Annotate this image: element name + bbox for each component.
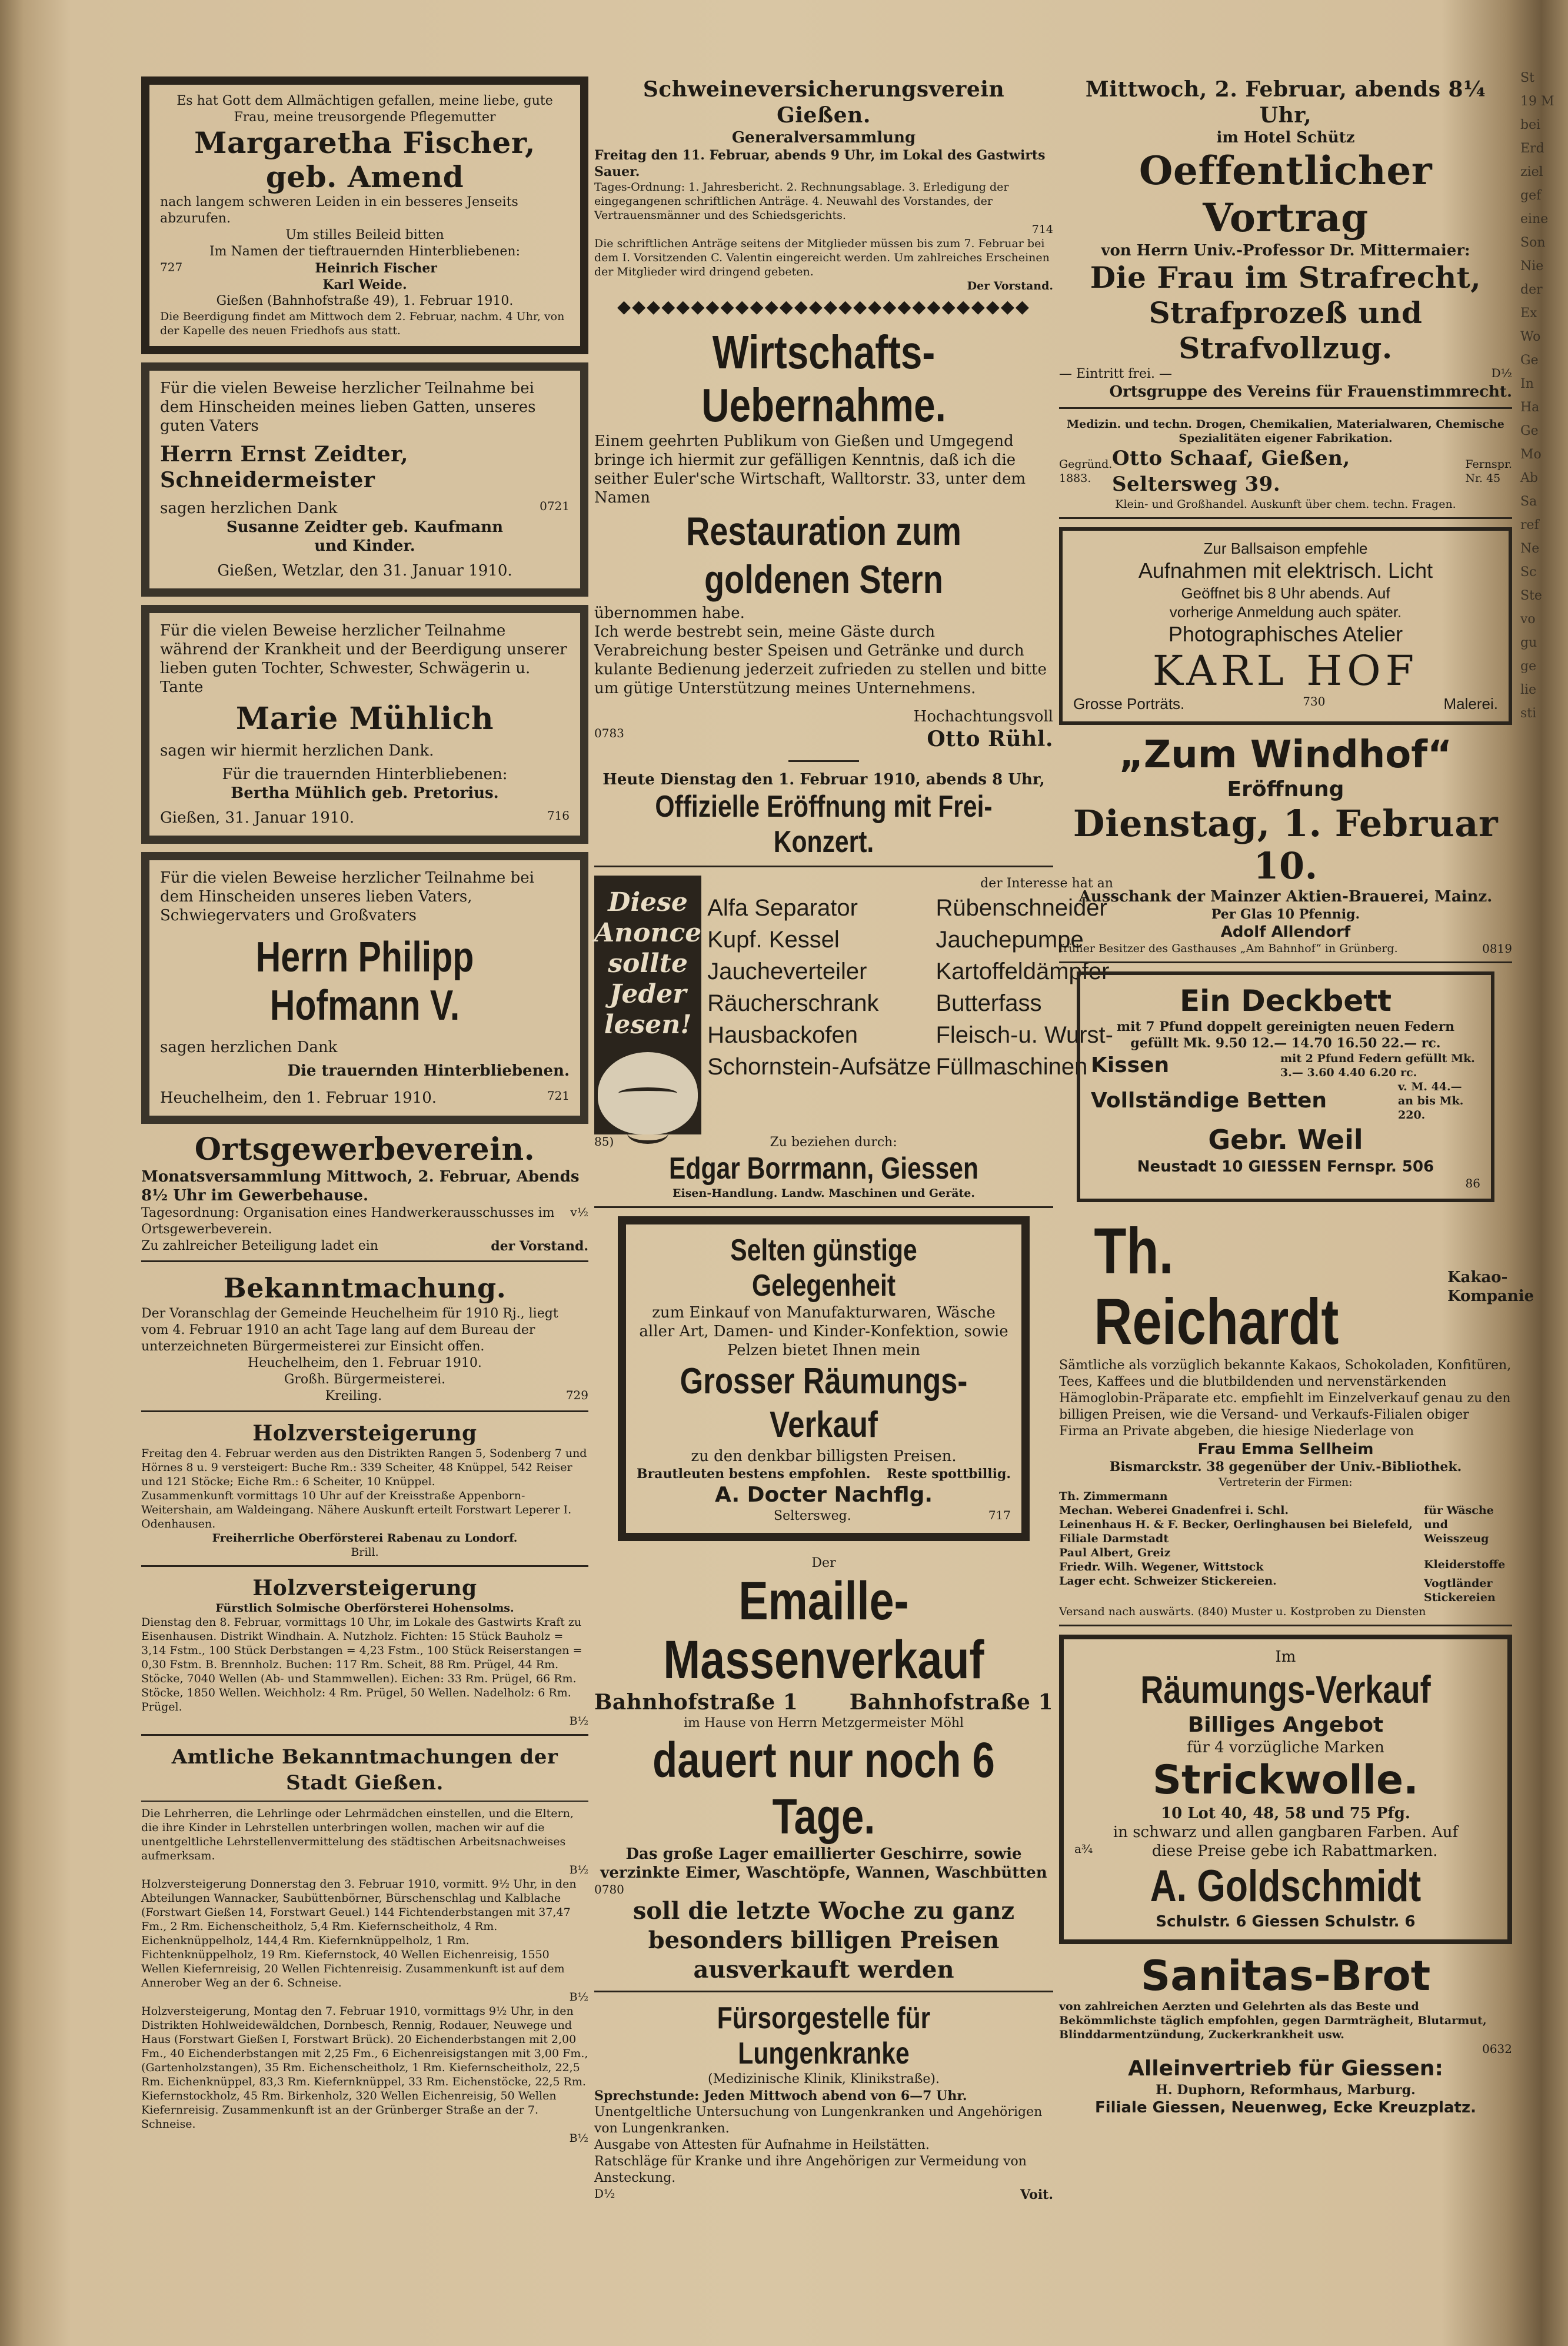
- ad-code: B½: [569, 2132, 588, 2145]
- anonce-item: Jauchepumpe: [936, 927, 1084, 953]
- strip-fragment: eine: [1520, 212, 1549, 227]
- ad-der: Der: [811, 1556, 836, 1570]
- vortrag-ad: [1059, 76, 1512, 409]
- ad-line: Monatsversammlung Mittwoch, 2. Februar, Abends 8½ Uhr im Gewerbehause.: [141, 1168, 580, 1204]
- ad-branch: Filiale Giessen, Neuenweg, Ecke Kreuzplatz.: [1095, 2099, 1476, 2117]
- emaille-massenverkauf-ad: [594, 1555, 1053, 1992]
- ad-extra: Reste spottbillig.: [886, 1466, 1011, 1482]
- ad-signer: Voit.: [1020, 2187, 1053, 2202]
- ad-title: Ein Deckbett: [1179, 984, 1392, 1018]
- strip-fragment: Mo: [1520, 447, 1542, 462]
- ortsgewerbeverein-ad: [141, 1132, 588, 1262]
- anonce-item: Kupf. Kessel: [707, 927, 840, 953]
- ad-kissen-text: mit 2 Pfund Federn gefüllt Mk. 3.— 3.60 4.40 6.20 rc.: [1280, 1052, 1475, 1079]
- ad-text: mit 7 Pfund doppelt gereinigten neuen Federn gefüllt Mk. 9.50 12.— 14.70 16.50 22.— rc.: [1116, 1019, 1455, 1051]
- ad-name: Otto Schaaf, Gießen, Seltersweg 39.: [1112, 447, 1350, 496]
- ad-paragraph: Die Lehrherren, die Lehrlinge oder Lehrmädchen einstellen, und die Eltern, die ihre Kinder in Lehrstellen unterbringen wollen, machen wir auf die unentgeltliche Lehrstellenvermittelung des städtischen Arbeitsnachweises aufmerksam.: [141, 1807, 574, 1862]
- notice-signer: Die trauernden Hinterbliebenen.: [287, 1062, 570, 1080]
- notice-code: 727: [160, 260, 183, 274]
- ad-topic: Die Frau im Strafrecht, Strafprozeß und Strafvollzug.: [1090, 260, 1482, 365]
- ad-signer: Der Vorstand.: [967, 279, 1053, 292]
- column-left: [141, 76, 588, 2154]
- ad-reps: Vertreterin der Firmen:: [1219, 1476, 1353, 1489]
- strip-fragment: In: [1520, 377, 1534, 391]
- notice-place-date: Gießen, Wetzlar, den 31. Januar 1910.: [217, 562, 512, 580]
- docter-sale-ad: [618, 1216, 1030, 1541]
- restaurant-name-text: Restauration zum goldenen Stern: [686, 509, 961, 602]
- anonce-interest: der Interesse hat an: [980, 876, 1113, 891]
- ad-maker: H. Duphorn, Reformhaus, Marburg.: [1156, 2082, 1416, 2098]
- strip-fragment: St: [1520, 71, 1534, 85]
- borrmann-anonce-ad: [594, 876, 1113, 1208]
- anonce-sub: Eisen-Handlung. Landw. Maschinen und Geräte.: [673, 1187, 975, 1200]
- ad-sub: Eröffnung: [1227, 777, 1344, 801]
- restaurant-name: [594, 507, 1053, 604]
- reader-figure-icon: [598, 1052, 698, 1134]
- sanitas-brot-ad: [1059, 1952, 1512, 2117]
- notice-code: 0721: [540, 499, 570, 513]
- ad-title: [637, 1233, 1011, 1303]
- ad-kissen: Kissen: [1091, 1053, 1170, 1077]
- ad-paragraph: Holzversteigerung, Montag den 7. Februar 1910, vormittags 9½ Uhr, in den Distrikten Hohlweidewäldchen, Dornbesch, Rennig, Rodauer, Neuwege und Haus (Forstwart Gießen I, Forstwart Brück). 20 Eichenderbstangen mit 2,00 Fm., 40 Eichenderbstangen mit 2,25 Fm., 6 Eichenreisigstangen mit 3,00 Fm., (Gartenholzstangen), 35 Rm. Eichenscheitholz, 1 Rm. Kiefernscheitholz, 22,5 Rm. Eichenknüppel, 83,3 Rm. Kiefernknüppel, 33 Rm. Eichenstöcke, 22,5 Rm. Kiefernstockholz, 45 Rm. Birkenholz, 320 Wellen Eichenreisig, 50 Wellen Kiefernreisig. Zusammenkunft ist an der Grünberger Straße an der 7. Schneise.: [141, 2005, 588, 2131]
- notice-code: 721: [547, 1089, 570, 1103]
- ad-street: Bahnhofstraße 1: [594, 1690, 798, 1715]
- ad-code: 0783: [594, 726, 624, 740]
- thanks-notice-zeidter: [141, 362, 588, 597]
- ad-name-text: A. Goldschmidt: [1150, 1861, 1421, 1911]
- strip-fragment: Ge: [1520, 424, 1539, 438]
- ad-footer: Versand nach auswärts. (840) Muster u. Kostproben zu Diensten: [1059, 1605, 1426, 1618]
- ad-right: Malerei.: [1443, 695, 1498, 713]
- strip-fragment: ge: [1520, 659, 1537, 674]
- ad-opening-line: Heute Dienstag den 1. Februar 1910, abends 8 Uhr,: [602, 771, 1045, 788]
- ad-code: 714: [1031, 223, 1053, 236]
- ad-sub: (Medizinische Klinik, Klinikstraße).: [707, 2072, 940, 2087]
- ad-text: Freitag den 4. Februar werden aus den Distrikten Rangen 5, Sodenberg 7 und Hörnes 8 u. 9 versteigert: Buche Rm.: 339 Scheiter, 48 Knüppel, 542 Reiser und 121 Stöcke; Eiche Rm.: 6 Scheiter, 10 Knüppel.: [141, 1447, 587, 1488]
- ad-org: Ortsgruppe des Vereins für Frauenstimmrecht.: [1109, 383, 1512, 401]
- ad-text: übernommen habe.: [594, 604, 745, 622]
- ad-firm: Lager echt. Schweizer Stickereien.: [1059, 1575, 1277, 1588]
- strip-fragment: ziel: [1520, 165, 1543, 179]
- notice-place-date: Gießen (Bahnhofstraße 49), 1. Februar 1910.: [216, 294, 514, 308]
- ad-speaker: von Herrn Univ.-Professor Dr. Mittermaier:: [1101, 242, 1470, 259]
- thanks-notice-hofmann: [141, 852, 588, 1124]
- notice-text: nach langem schweren Leiden in ein besseres Jenseits abzurufen.: [160, 195, 518, 226]
- notice-thanks: sagen herzlichen Dank: [160, 500, 338, 517]
- ad-line: Freitag den 11. Februar, abends 9 Uhr, im Lokal des Gastwirts Sauer.: [594, 148, 1046, 179]
- anonce-name: [594, 1151, 1053, 1186]
- fuersorgestelle-ad: [594, 2001, 1053, 2203]
- strip-fragment: ref: [1520, 518, 1539, 533]
- ad-code: 0632: [1482, 2042, 1512, 2056]
- ad-signer: Otto Rühl.: [927, 727, 1053, 751]
- bekanntmachung-heuchelheim: [141, 1270, 588, 1412]
- ad-duration: [594, 1732, 1053, 1845]
- deckbett-ad: [1077, 971, 1494, 1202]
- ad-agent: Frau Emma Sellheim: [1197, 1440, 1374, 1458]
- ad-office: Großh. Bürgermeisterei.: [284, 1372, 446, 1387]
- ad-beer: Ausschank der Mainzer Aktien-Brauerei, Mainz.: [1078, 888, 1493, 906]
- ad-name: Gebr. Weil: [1208, 1124, 1363, 1156]
- schweineversicherung-ad: [594, 76, 1053, 318]
- ad-founded: Gegründ. 1883.: [1059, 458, 1113, 485]
- anonce-item: Hausbackofen: [707, 1022, 858, 1048]
- notice-intro: Für die vielen Beweise herzlicher Teilnahme bei dem Hinscheiden meines lieben Gatten, unseres guten Vaters: [160, 380, 536, 435]
- ad-title: Sanitas-Brot: [1140, 1952, 1431, 2000]
- ad-firm: Leinenhaus H. & F. Becker, Oerlinghausen bei Bielefeld, Filiale Darmstadt: [1059, 1518, 1413, 1545]
- schaaf-ad: [1059, 417, 1512, 519]
- ad-brands: für 4 vorzügliche Marken: [1187, 1739, 1384, 1756]
- notice-name: [160, 933, 570, 1030]
- ad-line: Geöffnet bis 8 Uhr abends. Auf: [1181, 584, 1390, 602]
- ad-line: Mittwoch, 2. Februar, abends 8¼ Uhr,: [1085, 77, 1486, 128]
- ad-agenda: Tages-Ordnung: 1. Jahresbericht. 2. Rechnungsablage. 3. Erledigung der eingegangenen schriftlichen Anträge. 4. Neuwahl des Vorstandes, der Vertrauensmänner und des Schiedsgerichts.: [594, 181, 1009, 222]
- ad-title: „Zum Windhof“: [1118, 733, 1453, 777]
- ad-text: Sämtliche als vorzüglich bekannte Kakaos, Schokoladen, Konfitüren, Tees, Kaffees und die blutbildenden und nervenstärkenden Hämoglobin-Präparate etc. empfiehlt im Einzelverkauf genau zu den billigen Preisen, wie die Versand- und Verkaufs-Filialen obiger Firma an Private abgeben, die hiesige Niederlage von: [1059, 1358, 1512, 1439]
- ad-place: im Hotel Schütz: [1216, 129, 1355, 147]
- ad-title-text: Emaille-Massenverkauf: [663, 1571, 984, 1690]
- ad-phone: Fernspr. Nr. 45: [1465, 458, 1512, 485]
- ad-title: Amtliche Bekanntmachungen der Stadt Gießen.: [171, 1745, 558, 1795]
- strip-fragment: Ha: [1520, 400, 1540, 415]
- ad-title: [594, 2001, 1053, 2071]
- strip-fragment: 19 M: [1520, 94, 1554, 109]
- amtliche-bekanntmachungen: [141, 1744, 588, 2145]
- strip-fragment: Ab: [1520, 471, 1538, 485]
- ad-colors: in schwarz und allen gangbaren Farben. Auf: [1113, 1823, 1459, 1841]
- strip-fragment: Ge: [1520, 353, 1539, 368]
- ad-hours: Sprechstunde: Jeden Mittwoch abend von 6—7 Uhr.: [594, 2088, 967, 2104]
- ad-name: [1059, 1216, 1447, 1357]
- ad-former: früher Besitzer des Gasthauses „Am Bahnhof“ in Grünberg.: [1059, 942, 1398, 955]
- karl-hof-ad: [1059, 527, 1512, 725]
- notice-signer: Karl Weide.: [322, 277, 407, 292]
- ad-firm: Th. Zimmermann: [1059, 1490, 1168, 1503]
- strip-fragment: Sc: [1520, 565, 1537, 580]
- notice-intro: Für die vielen Beweise herzlicher Teilnahme bei dem Hinscheiden unseres lieben Vaters, Schwiegervaters und Großvaters: [160, 869, 534, 924]
- ad-code: 729: [565, 1388, 588, 1402]
- notice-signer: Susanne Zeidter geb. Kaufmann: [226, 518, 504, 536]
- ad-text: Einem geehrten Publikum von Gießen und Umgegend bringe ich hiermit zur gefälligen Kenntnis, daß ich die seither Euler'sche Wirtschaft, Walltorstr. 33, unter dem Namen: [594, 432, 1026, 507]
- ad-agenda: Tagesordnung: Organisation eines Handwerkerausschusses im Ortsgewerbeverein.: [141, 1206, 555, 1237]
- strip-fragment: Son: [1520, 235, 1546, 250]
- ad-text: von zahlreichen Aerzten und Gelehrten als das Beste und Bekömmlichste täglich empfohlen, gegen Darmträgheit, Blutarmut, Blinddarmentzündung, Zuckerkrankheit usw.: [1059, 2000, 1487, 2041]
- ad-code: 86: [1465, 1176, 1480, 1190]
- ad-street: Seltersweg.: [774, 1509, 851, 1523]
- thanks-notice-muehlich: [141, 605, 588, 844]
- ad-firm: Mechan. Weberei Gnadenfrei i. Schl.: [1059, 1504, 1289, 1517]
- anonce-item: Jaucheverteiler: [707, 959, 867, 984]
- ad-code: v½: [570, 1205, 588, 1219]
- strip-fragment: Ex: [1520, 306, 1537, 321]
- ad-address: Schulstr. 6 Giessen Schulstr. 6: [1156, 1913, 1416, 1931]
- anonce-item: Alfa Separator: [707, 895, 858, 921]
- ad-title: Bekanntmachung.: [223, 1272, 507, 1304]
- anonce-item: Füllmaschinen: [936, 1054, 1088, 1080]
- ad-code: 0780: [594, 1882, 624, 1896]
- ad-line: Medizin. und techn. Drogen, Chemikalien, Materialwaren, Chemische Spezialitäten eigener Fabrikation.: [1067, 418, 1504, 445]
- ad-name: KARL HOF: [1152, 647, 1419, 695]
- ad-code: a¾: [1074, 1842, 1093, 1856]
- strip-fragment: lie: [1520, 683, 1537, 697]
- ad-firm: Paul Albert, Greiz: [1059, 1546, 1171, 1559]
- ad-line: Photographisches Atelier: [1168, 622, 1403, 646]
- anonce-item: Räucherschrank: [707, 990, 879, 1016]
- holzversteigerung-rabenau: [141, 1420, 588, 1567]
- anonce-slogan-panel: [594, 876, 701, 1134]
- ad-office: Freiherrliche Oberförsterei Rabenau zu Londorf.: [212, 1532, 518, 1545]
- notice-behalf: Im Namen der tieftrauernden Hinterbliebenen:: [209, 244, 521, 259]
- ad-title: [1074, 1666, 1497, 1712]
- notice-name: Margaretha Fischer, geb. Amend: [194, 125, 535, 194]
- anonce-item: Butterfass: [936, 990, 1042, 1016]
- notice-intro: Es hat Gott dem Allmächtigen gefallen, meine liebe, gute Frau, meine treusorgende Pflegemutter: [177, 94, 553, 125]
- ad-line: Aufnahmen mit elektrisch. Licht: [1138, 558, 1433, 583]
- ad-text: Das große Lager emaillierter Geschirre, sowie verzinkte Eimer, Waschtöpfe, Wannen, Waschbütten: [600, 1845, 1047, 1882]
- ad-code: B½: [569, 1864, 588, 1876]
- ad-duration-text: dauert nur noch 6 Tage.: [652, 1732, 995, 1844]
- ad-signer: Brill.: [351, 1546, 379, 1559]
- ad-text: Ich werde bestrebt sein, meine Gäste durch Verabreichung bester Speisen und Getränke und durch kulante Bedienung jederzeit zufrieden zu stellen und bitte um gütige Unterstützung meines Unternehmens.: [594, 623, 1047, 697]
- windhof-ad: [1059, 733, 1512, 963]
- strip-fragment: bei: [1520, 118, 1541, 132]
- ad-offer: Billiges Angebot: [1187, 1713, 1384, 1737]
- notice-behalf: Für die trauernden Hinterbliebenen:: [222, 766, 508, 783]
- notice-name: Herrn Ernst Zeidter, Schneidermeister: [160, 442, 409, 493]
- ad-code: D½: [1491, 366, 1512, 380]
- ad-price: Per Glas 10 Pfennig.: [1211, 907, 1360, 922]
- ad-side: Kakao-Kompanie: [1447, 1269, 1534, 1305]
- ad-code: D½: [594, 2187, 615, 2201]
- ad-code: 730: [1303, 694, 1326, 708]
- anonce-slogan: Diese Anonce sollte Jeder lesen!: [594, 887, 702, 1040]
- ad-signer: Kreiling.: [325, 1389, 382, 1403]
- adjacent-page-strip: [1518, 71, 1568, 2295]
- diamond-divider: ◆◆◆◆◆◆◆◆◆◆◆◆◆◆◆◆◆◆◆◆◆◆◆◆◆◆◆◆: [617, 297, 1030, 317]
- reichardt-ad: [1059, 1215, 1534, 1626]
- ad-text: Der Voranschlag der Gemeinde Heuchelheim für 1910 Rj., liegt vom 4. Februar 1910 an acht Tage lang auf dem Bureau der unterzeichneten Bürgermeisterei zur Einsicht offen.: [141, 1306, 558, 1354]
- ad-invite: Zu zahlreicher Beteiligung ladet ein: [141, 1239, 378, 1253]
- ad-paragraph: Holzversteigerung Donnerstag den 3. Februar 1910, vormitt. 9½ Uhr, in den Abteilungen Wannacker, Saubüttenbörner, Bürschenschlag und Kalblache (Forstwart Gießen 14, Forstwart Geuel.) 144 Fichtenderbstangen mit 37,47 Fm., 2 Rm. Eichenscheitholz, 5,4 Rm. Kiefernscheitholz, 4 Rm. Eichenknüppelholz, 144,4 Rm. Kiefernknüppelholz, 1 Rm. Fichtenknüppelholz, 19 Rm. Kiefernstock, 40 Wellen Eichenreisig, 1550 Wellen Kiefernreisig, 20 Wellen Fichtenreisig. Zusammenkunft ist auf dem Annerober Weg an der 6. Schneise.: [141, 1878, 577, 1989]
- anonce-item: Fleisch-u. Wurst-: [936, 1022, 1113, 1048]
- ad-betten-price: v. M. 44.— an bis Mk. 220.: [1398, 1080, 1464, 1122]
- ad-line: Zur Ballsaison empfehle: [1203, 540, 1368, 557]
- strip-fragment: Ne: [1520, 541, 1540, 556]
- ad-meeting: Zusammenkunft vormittags 10 Uhr auf der Kreisstraße Appenborn-Weitershain, am Waldeingang. Nähere Auskunft erteilt Forstwart Leperer I. Odenhausen.: [141, 1489, 572, 1530]
- strip-fragment: gef: [1520, 188, 1542, 203]
- ad-title-text: Wirtschafts-Uebernahme.: [701, 326, 946, 431]
- ad-text: Ratschläge für Kranke und ihre Angehörigen zur Vermeidung von Ansteckung.: [594, 2154, 1027, 2185]
- notice-code: 716: [547, 808, 570, 823]
- ad-im: Im: [1275, 1648, 1296, 1666]
- ad-extra: Brautleuten bestens empfohlen.: [637, 1466, 871, 1482]
- strip-fragment: Nie: [1520, 259, 1544, 274]
- ad-betten: Vollständige Betten: [1091, 1089, 1327, 1113]
- strip-fragment: Sa: [1520, 494, 1537, 509]
- strip-fragment: Wo: [1520, 330, 1541, 344]
- goldschmidt-ad: [1059, 1635, 1512, 1944]
- ad-signer: der Vorstand.: [491, 1239, 588, 1254]
- notice-place-date: Gießen, 31. Januar 1910.: [160, 809, 355, 827]
- ad-agent-addr: Bismarckstr. 38 gegenüber der Univ.-Bibliothek.: [1109, 1459, 1462, 1475]
- notice-funeral: Die Beerdigung findet am Mittwoch dem 2. Februar, nachm. 4 Uhr, von der Kapelle des neuen Friedhofs aus statt.: [160, 310, 565, 337]
- ad-line: vorherige Anmeldung auch später.: [1169, 603, 1402, 621]
- anonce-item: Rübenschneider: [936, 895, 1107, 921]
- ad-price: 10 Lot 40, 48, 58 und 75 Pfg.: [1161, 1805, 1410, 1822]
- ad-name: Adolf Allendorf: [1220, 923, 1351, 941]
- notice-intro: Für die vielen Beweise herzlicher Teilnahme während der Krankheit und der Beerdigung unserer lieben guten Tochter, Schwester, Schwägerin u. Tante: [160, 622, 567, 696]
- ad-date: Dienstag, 1. Februar 10.: [1073, 802, 1499, 887]
- ad-office: Fürstlich Solmische Oberförsterei Hohensolms.: [215, 1602, 514, 1615]
- ad-title: Schweineversicherungsverein Gießen.: [642, 77, 1005, 128]
- ad-title-text: Räumungs-Verkauf: [1140, 1668, 1431, 1711]
- ad-title: Holzversteigerung: [252, 1421, 477, 1446]
- notice-name-text: Herrn Philipp Hofmann V.: [255, 934, 474, 1029]
- notice-request: Um stilles Beileid bitten: [285, 228, 444, 242]
- ad-firm: Friedr. Wilh. Wegener, Wittstock: [1059, 1560, 1264, 1573]
- ad-title: Holzversteigerung: [252, 1576, 477, 1600]
- ad-title-text: Fürsorgestelle für Lungenkranke: [717, 2001, 931, 2071]
- ad-product: Strickwolle.: [1153, 1757, 1419, 1803]
- ad-street: Bahnhofstraße 1: [849, 1690, 1053, 1715]
- anonce-item: Kartoffeldämpfer: [936, 959, 1110, 984]
- strip-fragment: vo: [1520, 612, 1536, 627]
- anonce-source: Zu beziehen durch:: [770, 1135, 897, 1150]
- ad-line: Klein- und Großhandel. Auskunft über chem. techn. Fragen.: [1115, 498, 1456, 511]
- ad-title: [594, 326, 1053, 432]
- ad-title: Ortsgewerbeverein.: [194, 1132, 535, 1167]
- notice-thanks: sagen herzlichen Dank: [160, 1039, 338, 1056]
- ad-left: Grosse Porträts.: [1073, 695, 1185, 713]
- notice-name: Marie Mühlich: [235, 701, 494, 737]
- ad-sale-text: Grosser Räumungs-Verkauf: [680, 1361, 968, 1445]
- ad-vertrieb: Alleinvertrieb für Giessen:: [1128, 2057, 1443, 2081]
- ad-text: Ausgabe von Attesten für Aufnahme in Heilstätten.: [594, 2138, 930, 2152]
- wirtschafts-uebernahme-ad: [594, 326, 1053, 867]
- ad-firm-side: Kleiderstoffe: [1424, 1558, 1506, 1571]
- strip-fragment: gu: [1520, 635, 1537, 650]
- notice-signer: Heinrich Fischer: [315, 261, 437, 276]
- ad-text: Die schriftlichen Anträge seitens der Mitglieder müssen bis zum 7. Februar bei dem I. Vorsitzenden C. Valentin eingereicht werden. Um zahlreiches Erscheinen der Mitglieder wird dringend gebeten.: [594, 237, 1050, 278]
- anonce-item: Schornstein-Aufsätze: [707, 1054, 931, 1080]
- ad-text: Dienstag den 8. Februar, vormittags 10 Uhr, im Lokale des Gastwirts Kraft zu Eisenhausen. Distrikt Windhain. A. Nutzholz. Fichten: 15 Stück Bauholz = 3,14 Fstm., 100 Stück Derbstangen = 4,23 Fstm., 100 Stück Reiserstangen = 0,30 Fstm. B. Brennholz. Buchen: 117 Rm. Scheit, 88 Rm. Prügel, 44 Rm. Stöcke, 7040 Wellen (Ab- und Stammwellen). Eichen: 33 Rm. Prügel, 66 Rm. Stöcke, 1850 Wellen. Weichholz: 4 Rm. Prügel, 50 Wellen. Nadelholz: 6 Rm. Prügel.: [141, 1616, 582, 1713]
- ad-firm-side: für Wäsche und Weisszeug: [1424, 1504, 1494, 1545]
- ad-note: diese Preise gebe ich Rabattmarken.: [1151, 1842, 1438, 1860]
- ad-opening-text: Offizielle Eröffnung mit Frei-Konzert.: [655, 790, 993, 859]
- ad-name: [1074, 1861, 1497, 1912]
- ad-prices: zu den denkbar billigsten Preisen.: [691, 1447, 957, 1465]
- notice-place-date: Heuchelheim, den 1. Februar 1910.: [160, 1089, 437, 1107]
- ad-place-date: Heuchelheim, den 1. Februar 1910.: [248, 1356, 482, 1370]
- ad-firm-side: Vogtländer Stickereien: [1424, 1577, 1496, 1604]
- ad-code: B½: [569, 1715, 588, 1728]
- ad-code: 717: [988, 1508, 1011, 1522]
- ad-title-text: Selten günstige Gelegenheit: [730, 1233, 917, 1303]
- ad-title: Oeffentlicher Vortrag: [1138, 148, 1433, 241]
- strip-fragment: der: [1520, 282, 1543, 297]
- notice-thanks: sagen wir hiermit herzlichen Dank.: [160, 742, 434, 760]
- ad-close: soll die letzte Woche zu ganz besonders billigen Preisen ausverkauft werden: [632, 1897, 1015, 1984]
- ad-opening: [594, 789, 1053, 860]
- ad-name-text: Th. Reichardt: [1094, 1215, 1339, 1358]
- ad-code: 85): [594, 1134, 614, 1149]
- ad-house: im Hause von Herrn Metzgermeister Möhl: [683, 1716, 964, 1731]
- ad-closing: Hochachtungsvoll: [913, 708, 1053, 726]
- ad-subtitle: Generalversammlung: [731, 129, 916, 147]
- ad-name: A. Docter Nachflg.: [714, 1483, 933, 1507]
- notice-signer: Bertha Mühlich geb. Pretorius.: [231, 784, 499, 802]
- ad-title: [594, 1572, 1053, 1689]
- strip-fragment: Erd: [1520, 141, 1544, 156]
- anonce-name-text: Edgar Borrmann, Giessen: [668, 1152, 979, 1186]
- notice-signer: und Kinder.: [314, 537, 415, 555]
- death-notice-fischer: [141, 76, 588, 354]
- ad-sale: [637, 1360, 1011, 1447]
- strip-fragment: Ste: [1520, 588, 1542, 603]
- ad-address: Neustadt 10 GIESSEN Fernspr. 506: [1137, 1158, 1434, 1176]
- ad-code: 0819: [1482, 941, 1512, 956]
- holzversteigerung-hohensolms: [141, 1575, 588, 1736]
- ad-entry: — Eintritt frei. —: [1059, 367, 1173, 381]
- ad-text: zum Einkauf von Manufakturwaren, Wäsche aller Art, Damen- und Kinder-Konfektion, sowie Pelzen bietet Ihnen mein: [639, 1304, 1008, 1359]
- strip-fragment: sti: [1520, 706, 1537, 721]
- ad-text: Unentgeltliche Untersuchung von Lungenkranken und Angehörigen von Lungenkranken.: [594, 2105, 1043, 2136]
- ad-code: B½: [569, 1991, 588, 2004]
